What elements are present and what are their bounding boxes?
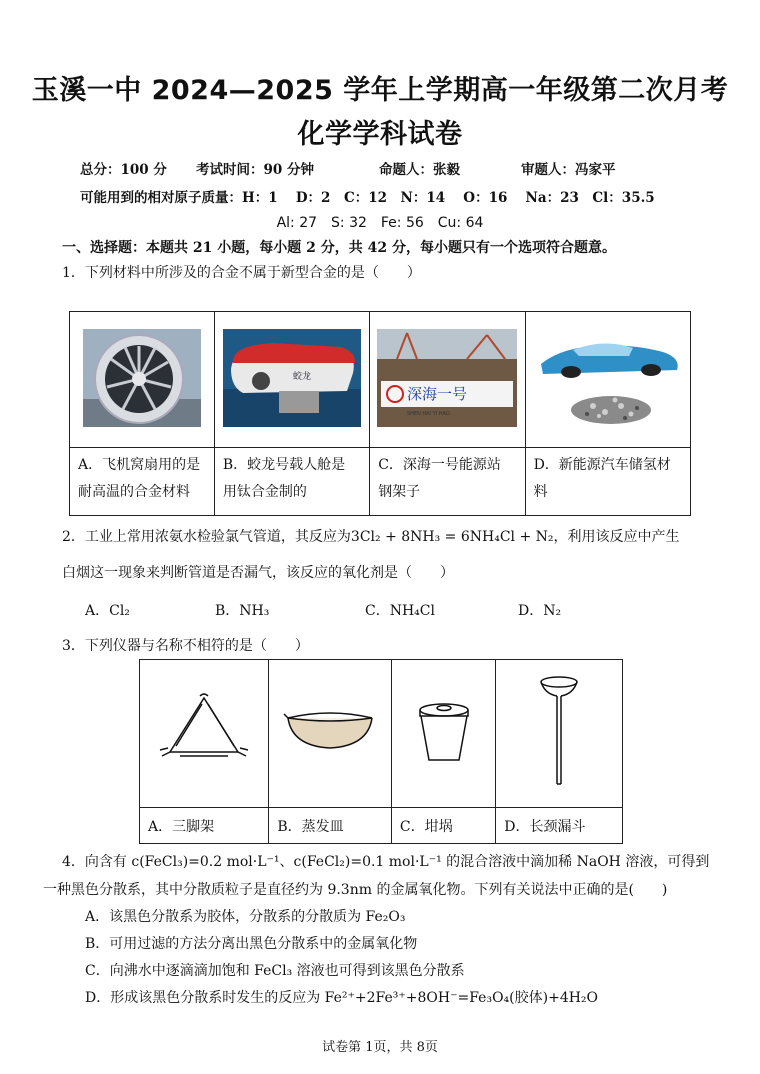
q1-option-b[interactable]: B．蛟龙号载人舱是 用钛合金制的 [214, 448, 369, 516]
car-hydrogen-image [525, 312, 690, 448]
evaporating-dish-image [269, 660, 392, 808]
question-2-line1: 2．工业上常用浓氨水检验氯气管道，其反应为3Cl₂ + 8NH₃ = 6NH₄Cl + N₂，利用该反应中产生 [62, 529, 680, 545]
question-1-stem: 1．下列材料中所涉及的合金不属于新型合金的是（ ） [62, 265, 421, 281]
reaction-equation: 3Cl₂ + 8NH₃ = 6NH₄Cl + N₂ [350, 529, 554, 545]
q3-option-c[interactable]: C．坩埚 [391, 808, 495, 844]
section-heading: 一、选择题：本题共 21 小题，每小题 2 分，共 42 分，每小题只有一个选项符合题意。 [62, 240, 616, 256]
q4-option-d[interactable]: D．形成该黑色分散系时发生的反应为 Fe²⁺+2Fe³⁺+8OH⁻=Fe₃O₄(胶体)+4H₂O [85, 990, 599, 1006]
question-3-table [139, 659, 623, 844]
q4-option-a[interactable]: A．该黑色分散系为胶体，分散系的分散质为 Fe₂O₃ [85, 909, 406, 925]
submersible-image [214, 312, 369, 448]
q4-option-c[interactable]: C．向沸水中逐滴滴加饱和 FeCl₃ 溶液也可得到该黑色分散系 [85, 963, 465, 979]
exam-subtitle: 化学学科试卷 [297, 119, 463, 150]
submersible-name: 蛟龙 [293, 371, 312, 382]
q2-option-c[interactable]: C．NH₄Cl [365, 603, 435, 619]
question-2-line2: 白烟这一现象来判断管道是否漏气，该反应的氧化剂是（ ） [62, 565, 454, 581]
exam-title: 玉溪一中 2024—2025 学年上学期高一年级第二次月考 [31, 75, 729, 106]
q1-option-c[interactable]: C．深海一号能源站 钢架子 [370, 448, 525, 516]
q4-option-b[interactable]: B．可用过滤的方法分离出黑色分散系中的金属氧化物 [85, 936, 418, 952]
q2-option-a[interactable]: A．Cl₂ [85, 603, 130, 619]
question-1-table [69, 311, 691, 516]
reviewer: 审题人：冯家平 [521, 162, 616, 178]
atomic-masses-line2: Al: 27 S: 32 Fe: 56 Cu: 64 [276, 215, 484, 231]
page-footer: 试卷第 1页，共 8页 [322, 1040, 438, 1055]
funnel-image [496, 660, 623, 808]
crucible-image [391, 660, 495, 808]
q2-option-d[interactable]: D．N₂ [518, 603, 562, 619]
q1-option-a[interactable]: A．飞机窝扇用的是 耐高温的合金材料 [70, 448, 215, 516]
q3-option-a[interactable]: A．三脚架 [140, 808, 269, 844]
q2-option-b[interactable]: B．NH₃ [215, 603, 270, 619]
platform-pinyin: SHEN HAI YI HAO [407, 410, 451, 417]
exam-time: 考试时间：90 分钟 [196, 162, 314, 178]
author: 命题人：张毅 [379, 162, 460, 178]
triangle-image [140, 660, 269, 808]
atomic-masses-line1: 可能用到的相对原子质量：H：1 D：2 C：12 N：14 O：16 Na：23 Cl：35.5 [80, 190, 655, 206]
platform-name: 深海一号 [407, 384, 468, 403]
total-score: 总分：100 分 [80, 162, 167, 178]
q1-option-d[interactable]: D．新能源汽车储氢材 料 [525, 448, 690, 516]
question-4-line1: 4．向含有 c(FeCl₃)=0.2 mol·L⁻¹、c(FeCl₂)=0.1 mol·L⁻¹ 的混合溶液中滴加稀 NaOH 溶液，可得到 [62, 854, 710, 870]
question-3-stem: 3．下列仪器与名称不相符的是（ ） [62, 638, 309, 654]
turbofan-image [70, 312, 215, 448]
q3-option-d[interactable]: D．长颈漏斗 [496, 808, 623, 844]
question-4-line2: 一种黑色分散系，其中分散质粒子是直径约为 9.3nm 的金属氧化物。下列有关说法中正确的是( ) [43, 882, 668, 898]
platform-image [370, 312, 525, 448]
q3-option-b[interactable]: B．蒸发皿 [269, 808, 392, 844]
